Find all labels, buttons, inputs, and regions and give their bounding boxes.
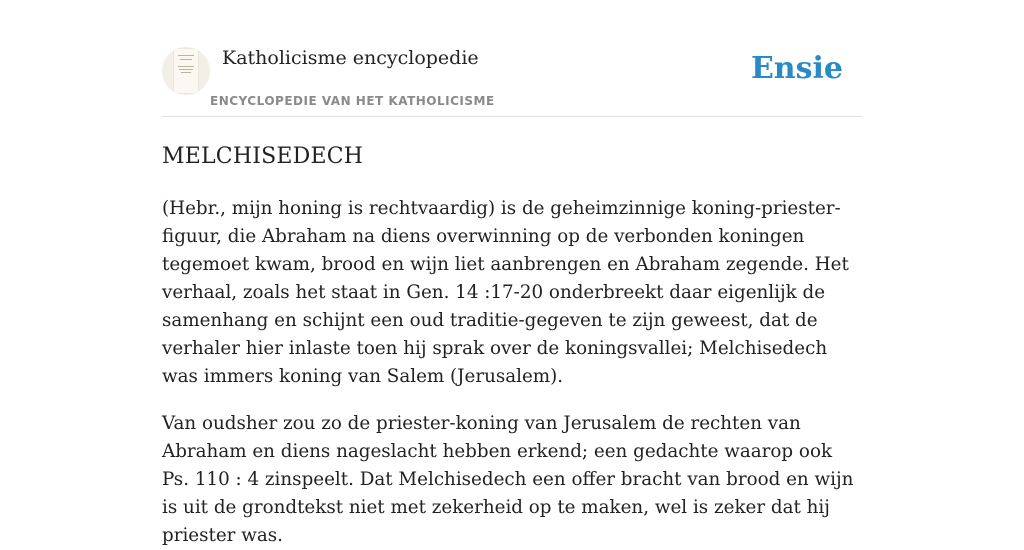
article-title: MELCHISEDECH [162,144,364,169]
article-paragraph-1: (Hebr., mijn honing is rechtvaardig) is de geheimzinnige koning-priester-figuur, die Abraham na diens overwinning op de verbonden koningen tegemoet kwam, brood en wijn liet aanbrengen en Abraham zegende. Het verhaal, zoals het staat in Gen. 14 :17-20 onderbreekt daar eigenlijk de samenhang en schijnt een oud traditie-gegeven te zijn geweest, dat de verhaler hier inlaste toen hij sprak over de koningsvallei; Melchisedech was immers koning van Salem (Jerusalem). [162,198,849,387]
article-paragraph-2: Van oudsher zou zo de priester-koning van Jerusalem de rechten van Abraham en diens nageslacht hebben erkend; een gedachte waarop ook Ps. 110 : 4 zinspeelt. Dat Melchisedech een offer bracht van brood en wijn is uit de grondtekst niet met zekerheid op te maken, wel is zeker dat hij priester was. [162,413,854,546]
site-header [162,0,862,117]
site-title[interactable]: Katholicisme encyclopedie [222,47,479,69]
ensie-logo-link[interactable]: Ensie [750,51,843,86]
site-subtitle: ENCYCLOPEDIE VAN HET KATHOLICISME [210,94,495,108]
page-container [162,0,862,550]
site-logo[interactable] [162,47,210,95]
book-cover-icon [174,49,198,93]
